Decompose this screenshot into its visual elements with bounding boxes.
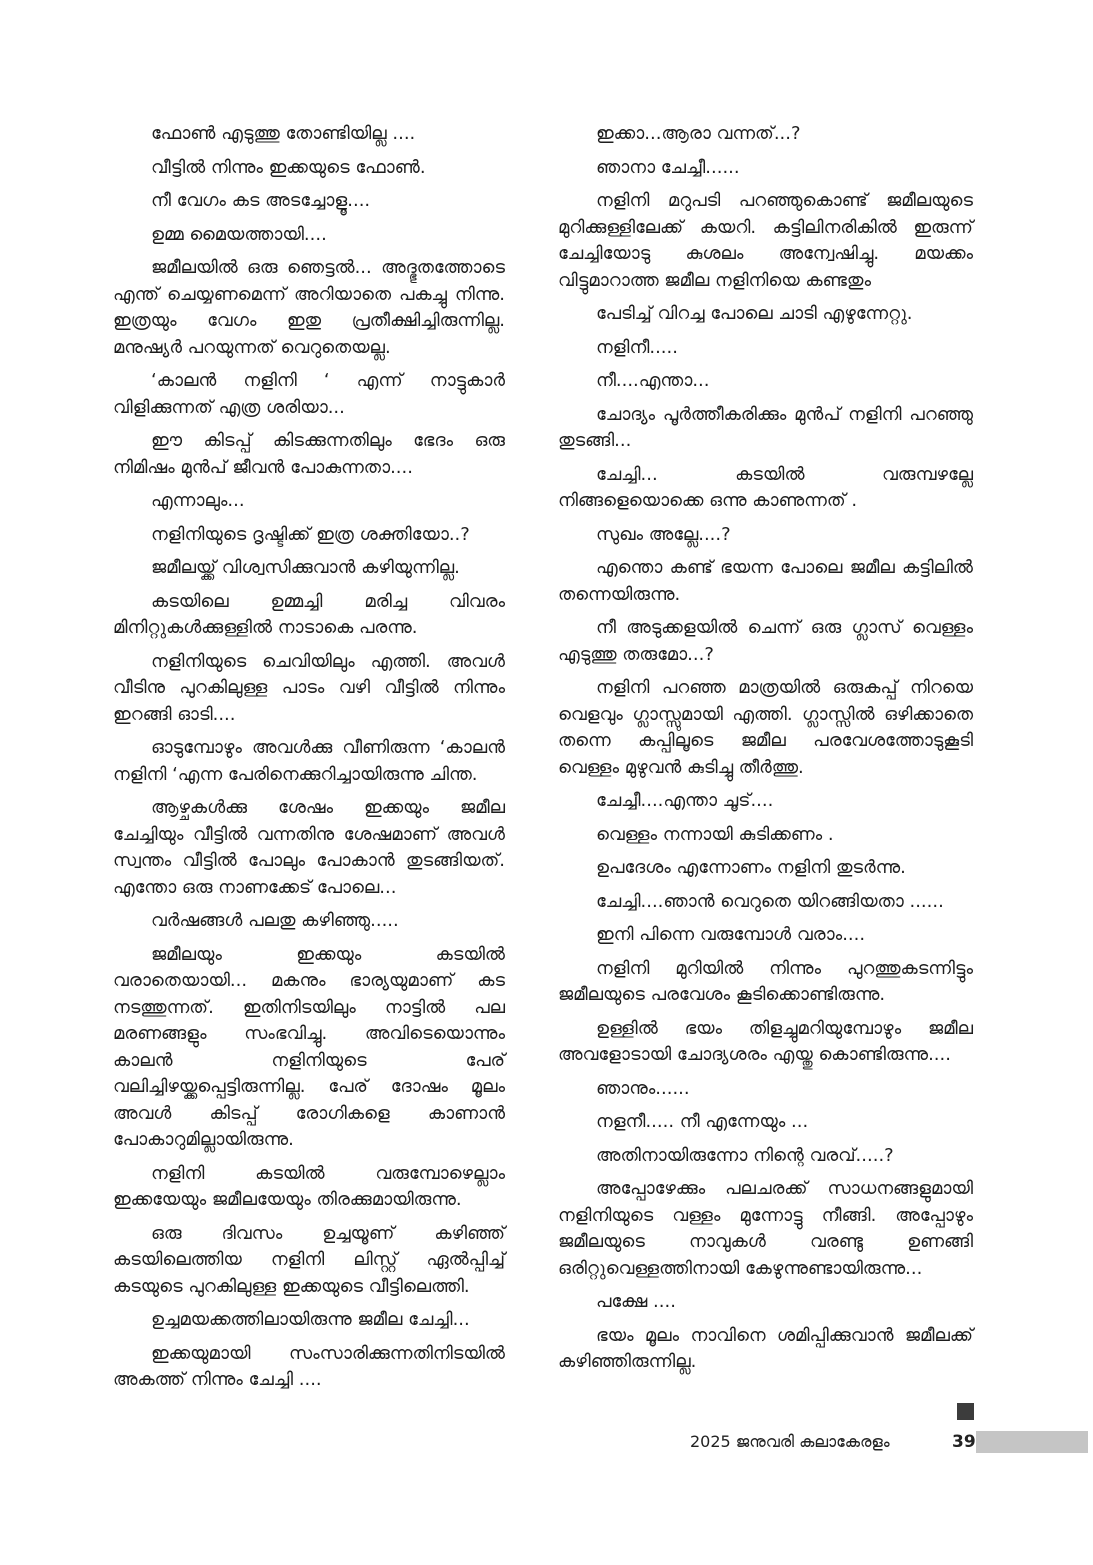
paragraph: നളിനി കടയിൽ വരുമ്പോഴെല്ലാം ഇക്കയേയും ജമീലയേയും തിരക്കുമായിരുന്നു.: [113, 1162, 505, 1210]
issue-label: 2025 ജനുവരി കലാകേരളം: [690, 1432, 890, 1451]
paragraph: ജമീലയും ഇക്കയും കടയിൽ വരാതെയായി... മകനും ഭാര്യയുമാണ് കട നടത്തുന്നത്. ഇതിനിടയിലും നാട്ടിൽ പല മരണങ്ങളും സംഭവിച്ചു. അവിടെയൊന്നും കാലൻ നളിനിയുടെ പേര് വലിച്ചിഴയ്ക്കപ്പെട്ടിരുന്നില്ല. പേര് ദോഷം മൂലം അവൾ കിടപ്പ് രോഗികളെ കാണാൻ പോകാറുമില്ലായിരുന്നു.: [113, 943, 505, 1150]
paragraph: ഉപദേശം എന്നോണം നളിനി തുടർന്നു.: [596, 857, 906, 878]
paragraph: ഈ കിടപ്പ് കിടക്കുന്നതിലും ഭേദം ഒരു നിമിഷം മുൻപ് ജീവൻ പോകുന്നതാ....: [113, 430, 505, 478]
paragraph: ഇക്കയുമായി സംസാരിക്കുന്നതിനിടയിൽ അകത്ത് നിന്നും ചേച്ചി ....: [113, 1342, 505, 1390]
paragraph: നീ അടുക്കളയിൽ ചെന്ന് ഒരു ഗ്ലാസ് വെള്ളം എടുത്തു തരുമോ...?: [558, 617, 973, 665]
paragraph: ചോദ്യം പൂർത്തീകരിക്കും മുൻപ് നളിനി പറഞ്ഞു തുടങ്ങി...: [558, 403, 973, 451]
paragraph: ഉള്ളിൽ ഭയം തിളച്ചുമറിയുമ്പോഴും ജമീല അവളോടായി ചോദ്യശരം എയ്തു കൊണ്ടിരുന്നു....: [558, 1017, 973, 1065]
paragraph: കടയിലെ ഉമ്മച്ചി മരിച്ച വിവരം മിനിറ്റുകൾക്കുള്ളിൽ നാടാകെ പരന്നു.: [113, 590, 505, 638]
paragraph: നീ വേഗം കട അടച്ചോളൂ....: [151, 190, 371, 211]
paragraph: നളിനിയുടെ ചെവിയിലും എത്തി. അവൾ വീടിനു പുറകിലുള്ള പാടം വഴി വീട്ടിൽ നിന്നും ഇറങ്ങി ഓടി....: [113, 650, 505, 725]
paragraph: ഉച്ചമയക്കത്തിലായിരുന്നു ജമീല ചേച്ചി...: [151, 1309, 470, 1330]
paragraph: ഞാനും......: [596, 1077, 690, 1099]
paragraph: വർഷങ്ങൾ പലതു കഴിഞ്ഞു.....: [151, 910, 399, 931]
paragraph: ചേച്ചി... കടയിൽ വരുമ്പഴല്ലേ നിങ്ങളെയൊക്കെ ഒന്നു കാണുന്നത് .: [558, 463, 973, 511]
paragraph: നളിനിയുടെ ദൃഷ്ടിക്ക് ഇത്ര ശക്തിയോ..?: [151, 523, 470, 545]
paragraph: ‘കാലൻ നളിനി ‘ എന്ന് നാട്ടുകാർ വിളിക്കുന്നത് എത്ര ശരിയാ...: [113, 370, 505, 418]
paragraph: നളിനീ.....: [596, 336, 678, 358]
paragraph: ജമീലയ്ക്ക് വിശ്വസിക്കുവാൻ കഴിയുന്നില്ല.: [151, 557, 460, 578]
paragraph: പേടിച്ച് വിറച്ച പോലെ ചാടി എഴുന്നേറ്റു.: [596, 303, 913, 324]
paragraph: നളനീ..... നീ എന്നേയും ...: [596, 1111, 809, 1132]
paragraph: ആഴ്ചകൾക്കു ശേഷം ഇക്കയും ജമീല ചേച്ചിയും വീട്ടിൽ വന്നതിനു ശേഷമാണ് അവൾ സ്വന്തം വീട്ടിൽ പോലും പോകാൻ തുടങ്ങിയത്. എന്തോ ഒരു നാണക്കേട് പോലെ...: [113, 797, 505, 898]
paragraph: ഭയം മൂലം നാവിനെ ശമിപ്പിക്കുവാൻ ജമീലക്ക് കഴിഞ്ഞിരുന്നില്ല.: [558, 1324, 973, 1372]
paragraph: എന്തൊ കണ്ട് ഭയന്ന പോലെ ജമീല കട്ടിലിൽ തന്നെയിരുന്നു.: [558, 557, 973, 605]
page-number: 39: [952, 1432, 976, 1452]
paragraph: ഫോൺ എടുത്തു തോണ്ടിയില്ല ....: [151, 123, 416, 144]
story-end-square-icon: [957, 1403, 974, 1420]
paragraph: ഞാനാ ചേച്ചീ......: [596, 156, 740, 178]
paragraph: സുഖം അല്ലേ....?: [596, 523, 731, 545]
paragraph: വെള്ളം നന്നായി കുടിക്കണം .: [596, 823, 834, 845]
paragraph: ഉമ്മ മൈയത്തായി....: [151, 223, 327, 245]
paragraph: അതിനായിരുന്നോ നിന്റെ വരവ്.....?: [596, 1144, 894, 1166]
article-column-left: [113, 121, 505, 1394]
paragraph: നളിനി പറഞ്ഞ മാത്രയിൽ ഒരുകപ്പ് നിറയെ വെളവും ഗ്ലാസ്സുമായി എത്തി. ഗ്ലാസ്സിൽ ഒഴിക്കാതെ തന്നെ കപ്പിലൂടെ ജമീല പരവേശത്തോടുകൂടി വെള്ളം മുഴുവൻ കുടിച്ചു തീർത്തു.: [558, 677, 973, 778]
paragraph: ഇക്കാ...ആരാ വന്നത്...?: [596, 123, 801, 144]
paragraph: ചേച്ചീ....എന്താ ചൂട്....: [596, 790, 774, 811]
paragraph: ഓടുമ്പോഴും അവൾക്കു വീണിരുന്ന ‘കാലൻ നളിനി ‘എന്ന പേരിനെക്കുറിച്ചായിരുന്നു ചിന്ത.: [113, 737, 505, 785]
paragraph: ജമീലയിൽ ഒരു ഞെട്ടൽ... അദ്ഭുതത്തോടെ എന്ത് ചെയ്യണമെന്ന് അറിയാതെ പകച്ചു നിന്നു. ഇത്രയും വേഗം ഇതു പ്രതീക്ഷിച്ചിരുന്നില്ല. മനുഷ്യർ പറയുന്നത് വെറുതെയല്ല.: [113, 257, 505, 358]
paragraph: എന്നാലും...: [151, 490, 245, 511]
article-column-right: [558, 121, 973, 1376]
paragraph: ചേച്ചി....ഞാൻ വെറുതെ യിറങ്ങിയതാ ......: [596, 890, 944, 912]
paragraph: വീട്ടിൽ നിന്നും ഇക്കയുടെ ഫോൺ.: [151, 156, 426, 178]
paragraph: നളിനി മറുപടി പറഞ്ഞുകൊണ്ട് ജമീലയുടെ മുറിക്കുള്ളിലേക്ക് കയറി. കട്ടിലിനരികിൽ ഇരുന്ന് ചേച്ചിയോടു കുശലം അന്വേഷിച്ചു. മയക്കം വിട്ടുമാറാത്ത ജമീല നളിനിയെ കണ്ടതും: [558, 190, 973, 291]
paragraph: നളിനി മുറിയിൽ നിന്നും പുറത്തുകടന്നിട്ടും ജമീലയുടെ പരവേശം കൂടിക്കൊണ്ടിരുന്നു.: [558, 957, 973, 1005]
paragraph: അപ്പോഴേക്കും പലചരക്ക് സാധനങ്ങളുമായി നളിനിയുടെ വള്ളം മുന്നോട്ടു നീങ്ങി. അപ്പോഴും ജമീലയുടെ നാവുകൾ വരണ്ടു ഉണങ്ങി ഒരിറ്റുവെള്ളത്തിനായി കേഴുന്നുണ്ടായിരുന്നു...: [558, 1178, 973, 1279]
paragraph: ഇനി പിന്നെ വരുമ്പോൾ വരാം....: [596, 924, 866, 945]
paragraph: ഒരു ദിവസം ഉച്ചയൂണ് കഴിഞ്ഞ് കടയിലെത്തിയ നളിനി ലിസ്റ്റ് ഏൽപ്പിച്ച് കടയുടെ പുറകിലുള്ള ഇക്കയുടെ വീട്ടിലെത്തി.: [113, 1222, 505, 1297]
footer-bar: [976, 1431, 1088, 1453]
paragraph: പക്ഷേ ....: [596, 1291, 676, 1312]
paragraph: നീ....എന്താ...: [596, 370, 710, 391]
